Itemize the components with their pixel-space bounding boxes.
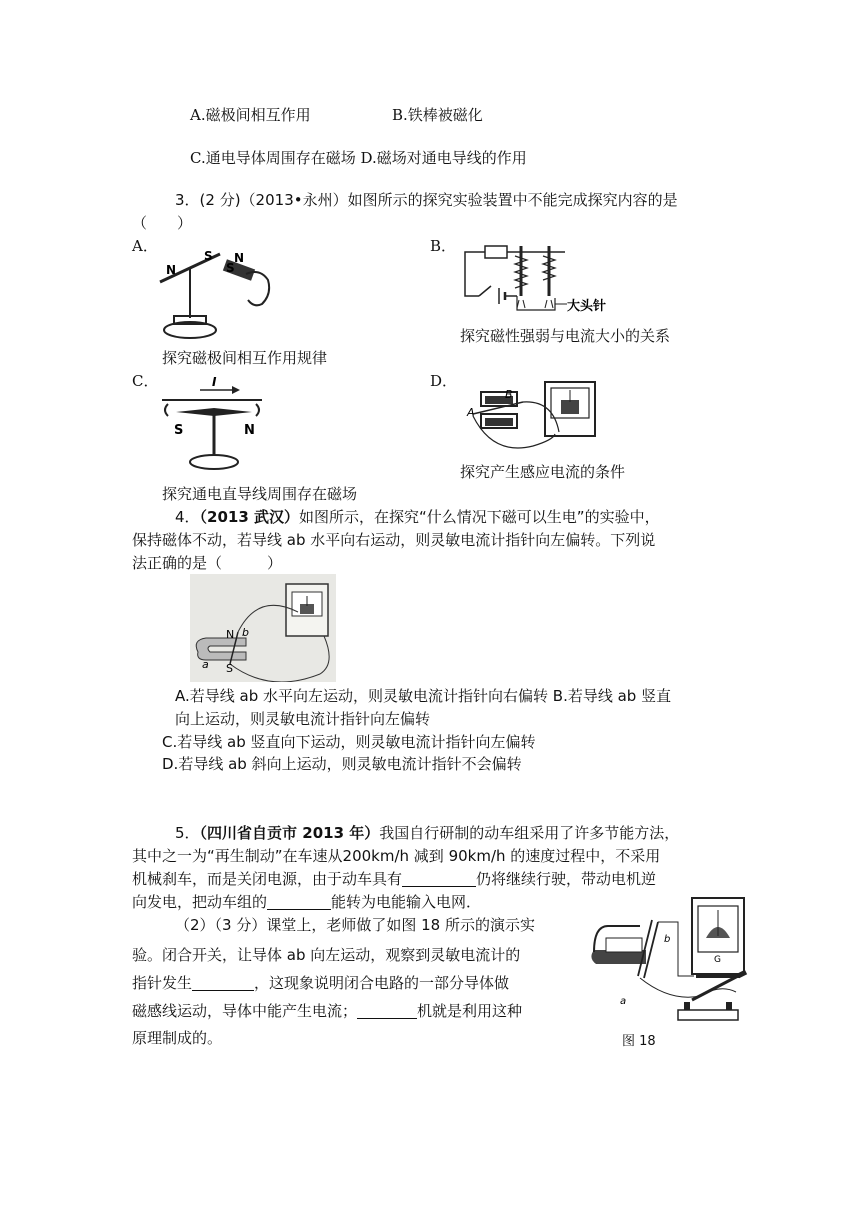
q5-line4-post: 能转为电能输入电网．: [331, 893, 482, 911]
q3-caption-a: 探究磁极间相互作用规律: [162, 349, 328, 367]
q2-option-b: B.铁棒被磁化: [392, 106, 483, 124]
q5-sub2-line4-post: 机就是利用这种: [417, 1002, 523, 1020]
q3-stem-line1: 3．(2 分)（2013•永州）如图所示的探究实验装置中不能完成探究内容的是: [175, 191, 678, 209]
q5-sub2-line1: （2）（3 分）课堂上，老师做了如图 18 所示的演示实: [175, 916, 535, 934]
q4-option-d: D.若导线 ab 斜向上运动，则灵敏电流计指针不会偏转: [162, 755, 522, 773]
fig-c-label-n: N: [244, 423, 255, 438]
q5-sub2-line3-post: ，这现象说明闭合电路的一部分导体做: [254, 974, 510, 992]
fig-q4-label-n: N: [226, 628, 235, 641]
fig-a-label-n1: N: [166, 263, 177, 277]
q5-blank-1[interactable]: [402, 870, 476, 887]
q5-blank-3[interactable]: [192, 974, 254, 991]
q5-line3-post: 仍将继续行驶，带动电机逆: [476, 870, 657, 888]
q4-option-c: C.若导线 ab 竖直向下运动，则灵敏电流计指针向左偏转: [162, 733, 536, 751]
q3-figure-c-oersted: [160, 376, 270, 476]
fig-a-label-s2: S: [226, 261, 235, 275]
q3-figure-a-compass: [150, 244, 280, 344]
q4-stem-line3: 法正确的是（ ）: [132, 554, 283, 572]
q5-figure-18: [588, 896, 758, 1026]
q5-sub2-line2: 验。闭合开关，让导体 ab 向左运动，观察到灵敏电流计的: [132, 946, 521, 964]
q4-source: （2013 武汉）: [199, 508, 300, 526]
fig-b-pins-label: 大头针: [567, 299, 607, 314]
fig-d-label-b: B: [505, 388, 513, 401]
q3-label-a: A．: [132, 237, 158, 255]
q3-stem-line2: （ ）: [132, 214, 193, 232]
q3-figure-b-electromagnet: [455, 240, 615, 320]
fig-c-label-s: S: [174, 423, 184, 438]
q5-figure-caption: 图 18: [622, 1034, 656, 1049]
q2-option-cd: C.通电导体周围存在磁场 D.磁场对通电导线的作用: [190, 149, 527, 167]
q5-line2: 其中之一为“再生制动”在车速从200km/h 减到 90km/h 的速度过程中，不采用: [132, 847, 661, 865]
fig-a-label-n2: N: [234, 251, 245, 265]
q2-option-a: A.磁极间相互作用: [190, 106, 311, 124]
fig18-label-g: G: [714, 955, 721, 965]
fig-q4-label-b: b: [242, 626, 249, 639]
q5-line1: 我国自行研制的动车组采用了许多节能方法，: [379, 824, 680, 842]
q5-sub2-line3-pre: 指针发生: [132, 974, 193, 992]
q5-blank-2[interactable]: [267, 893, 331, 910]
fig-a-label-s1: S: [204, 249, 213, 263]
q4-figure-induction-photo: [190, 574, 336, 682]
q3-label-b: B．: [430, 237, 457, 255]
q4-stem-line2: 保持磁体不动，若导线 ab 水平向右运动，则灵敏电流计指针向左偏转。下列说: [132, 531, 656, 549]
q4-number: 4．: [175, 508, 200, 526]
fig18-label-b: b: [664, 934, 671, 945]
q3-caption-b: 探究磁性强弱与电流大小的关系: [460, 327, 671, 345]
q5-blank-4[interactable]: [357, 1002, 417, 1019]
fig18-label-a: a: [620, 996, 627, 1007]
q5-sub2-line5: 原理制成的。: [132, 1029, 223, 1047]
q5-number: 5．: [175, 824, 200, 842]
fig-d-label-a: A: [467, 406, 475, 419]
q3-caption-d: 探究产生感应电流的条件: [460, 463, 626, 481]
q4-option-ab-line1: A.若导线 ab 水平向左运动，则灵敏电流计指针向右偏转 B.若导线 ab 竖直: [175, 687, 672, 705]
fig-c-current-label: I: [212, 376, 217, 389]
q5-line4-pre: 向发电，把动车组的: [132, 893, 268, 911]
q4-stem-line1: 如图所示，在探究“什么情况下磁可以生电”的实验中，: [299, 508, 660, 526]
q3-label-d: D．: [430, 372, 458, 390]
q5-sub2-line4-pre: 磁感线运动，导体中能产生电流；: [132, 1002, 358, 1020]
q3-figure-d-induction: [465, 376, 605, 458]
q4-option-ab-line2: 向上运动，则灵敏电流计指针向左偏转: [175, 710, 431, 728]
fig-q4-label-a: a: [202, 658, 209, 671]
q3-caption-c: 探究通电直导线周围存在磁场: [162, 485, 358, 503]
fig-q4-label-s: S: [226, 662, 233, 675]
q5-source: （四川省自贡市 2013 年）: [199, 824, 380, 842]
q3-label-c: C．: [132, 372, 159, 390]
q5-line3-pre: 机械刹车，而是关闭电源，由于动车具有: [132, 870, 403, 888]
